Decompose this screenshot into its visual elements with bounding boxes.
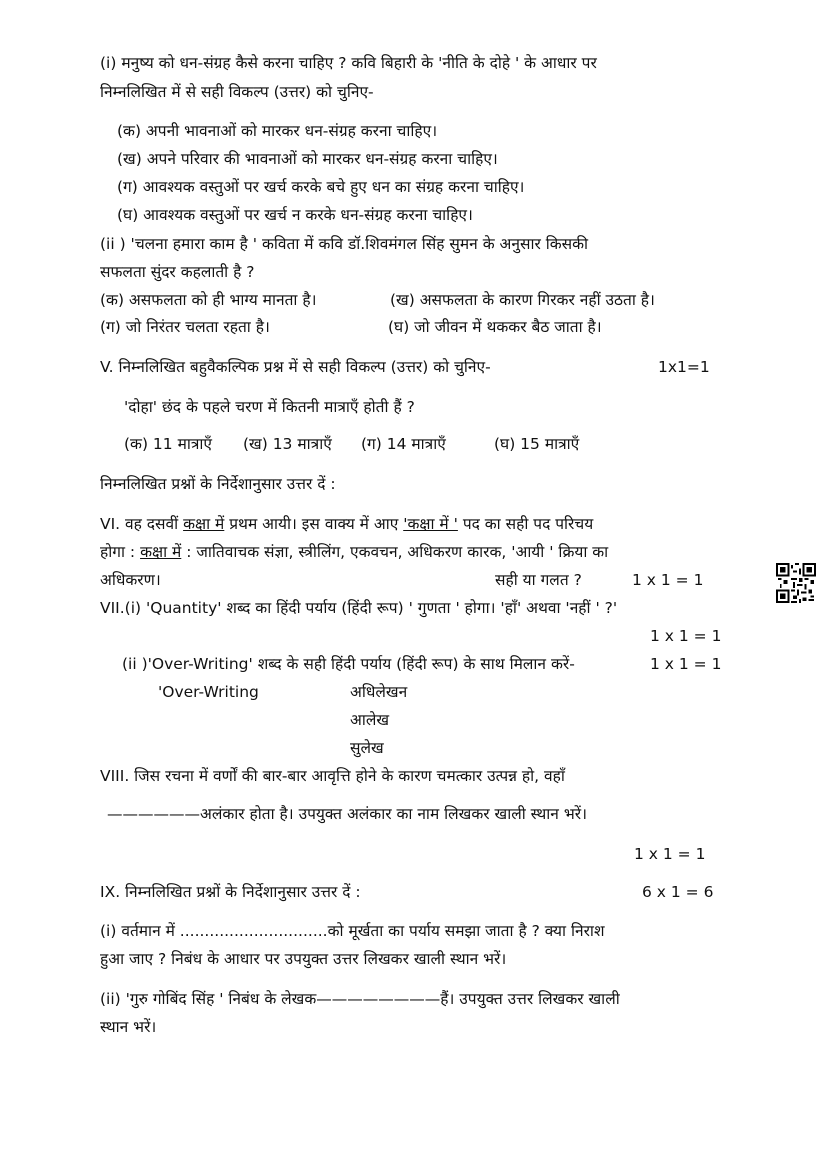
q-v-heading: V. निम्नलिखित बहुवैकल्पिक प्रश्न में से सही विकल्प (उत्तर) को चुनिए-: [100, 358, 491, 376]
q-ii-option-d: (घ) जो जीवन में थककर बैठ जाता है।: [388, 318, 602, 336]
q-v-option-c: (ग) 14 मात्राएँ: [361, 435, 446, 453]
q-ii-line2: सफलता सुंदर कहलाती है ?: [100, 263, 255, 281]
q-ix-heading: IX. निम्नलिखित प्रश्नों के निर्देशानुसार उत्तर दें :: [100, 883, 361, 901]
instruction-line: निम्नलिखित प्रश्नों के निर्देशानुसार उत्तर दें :: [100, 475, 336, 493]
q-vi-l1-underlined-2: 'कक्षा में ': [403, 515, 458, 533]
q-viii-line1: VIII. जिस रचना में वर्णों की बार-बार आवृत्ति होने के कारण चमत्कार उत्पन्न हो, वहाँ: [100, 767, 565, 785]
q-ii-option-c: (ग) जो निरंतर चलता रहता है।: [100, 318, 270, 336]
q-vi-prompt: सही या गलत ?: [495, 571, 582, 589]
q-vi-line2: [100, 541, 608, 563]
q-v-option-a: (क) 11 मात्राएँ: [124, 435, 213, 453]
q-viii-line2: ——————अलंकार होता है। उपयुक्त अलंकार का नाम लिखकर खाली स्थान भरें।: [107, 805, 587, 823]
q-i-line1: (i) मनुष्य को धन-संग्रह कैसे करना चाहिए ? कवि बिहारी के 'नीति के दोहे ' के आधार पर: [100, 54, 597, 72]
q-vii-term: 'Over-Writing: [158, 683, 259, 701]
q-vii-choice-3: सुलेख: [350, 739, 384, 757]
q-ix-ii-line1: (ii) 'गुरु गोबिंद सिंह ' निबंध के लेखक————————हैं। उपयुक्त उत्तर लिखकर खाली: [100, 990, 620, 1008]
q-vi-l1-underlined-1: कक्षा में: [183, 515, 225, 533]
q-ii-line1: (ii ) 'चलना हमारा काम है ' कविता में कवि डॉ.शिवमंगल सिंह सुमन के अनुसार किसकी: [100, 235, 589, 253]
q-vii-line1: VII.(i) 'Quantity' शब्द का हिंदी पर्याय (हिंदी रूप) ' गुणता ' होगा। 'हाँ' अथवा 'नहीं ' ?': [100, 599, 618, 617]
q-i-line2: निम्नलिखित में से सही विकल्प (उत्तर) को चुनिए-: [100, 83, 374, 101]
q-vi-line1: [100, 513, 593, 535]
q-i-option-c: (ग) आवश्यक वस्तुओं पर खर्च करके बचे हुए धन का संग्रह करना चाहिए।: [117, 178, 525, 196]
qr-code-icon: [776, 563, 816, 603]
q-vi-l1-text-b: प्रथम आयी। इस वाक्य में आए: [224, 515, 404, 533]
q-ii-option-a: (क) असफलता को ही भाग्य मानता है।: [100, 291, 317, 309]
q-vi-l2-text-b: : जातिवाचक संज्ञा, स्त्रीलिंग, एकवचन, अधिकरण कारक, 'आयी ' क्रिया का: [181, 543, 609, 561]
q-ix-i-line1: (i) वर्तमान में ..............................को मूर्खता का पर्याय समझा जाता है ? क्या निराश: [100, 922, 605, 940]
q-vii-marks2: 1 x 1 = 1: [650, 655, 722, 673]
q-ix-i-line2: हुआ जाए ? निबंध के आधार पर उपयुक्त उत्तर लिखकर खाली स्थान भरें।: [100, 950, 507, 968]
q-vi-l1-text-c: पद का सही पद परिचय: [457, 515, 594, 533]
q-ix-ii-line2: स्थान भरें।: [100, 1018, 157, 1036]
q-vi-marks: 1 x 1 = 1: [632, 571, 704, 589]
q-ix-marks: 6 x 1 = 6: [642, 883, 714, 901]
q-vii-choice-2: आलेख: [350, 711, 390, 729]
q-i-option-a: (क) अपनी भावनाओं को मारकर धन-संग्रह करना चाहिए।: [117, 122, 438, 140]
q-vi-l1-text-a: VI. वह दसवीं: [100, 515, 184, 533]
q-vii-line2: (ii )'Over-Writing' शब्द के सही हिंदी पर्याय (हिंदी रूप) के साथ मिलान करें-: [122, 655, 575, 673]
q-vi-line3: अधिकरण।: [100, 571, 161, 589]
q-ii-option-b: (ख) असफलता के कारण गिरकर नहीं उठता है।: [390, 291, 655, 309]
q-viii-marks: 1 x 1 = 1: [634, 845, 706, 863]
q-v-question: 'दोहा' छंद के पहले चरण में कितनी मात्राएँ होती हैं ?: [124, 398, 415, 416]
q-i-option-d: (घ) आवश्यक वस्तुओं पर खर्च न करके धन-संग्रह करना चाहिए।: [117, 206, 473, 224]
q-vi-l2-text-a: होगा :: [100, 543, 141, 561]
q-i-option-b: (ख) अपने परिवार की भावनाओं को मारकर धन-संग्रह करना चाहिए।: [117, 150, 498, 168]
q-v-option-b: (ख) 13 मात्राएँ: [243, 435, 332, 453]
q-vii-choice-1: अधिलेखन: [350, 683, 408, 701]
q-v-option-d: (घ) 15 मात्राएँ: [494, 435, 580, 453]
q-vii-marks1: 1 x 1 = 1: [650, 627, 722, 645]
q-vi-l2-underlined: कक्षा में: [140, 543, 182, 561]
q-v-marks: 1x1=1: [658, 358, 710, 376]
